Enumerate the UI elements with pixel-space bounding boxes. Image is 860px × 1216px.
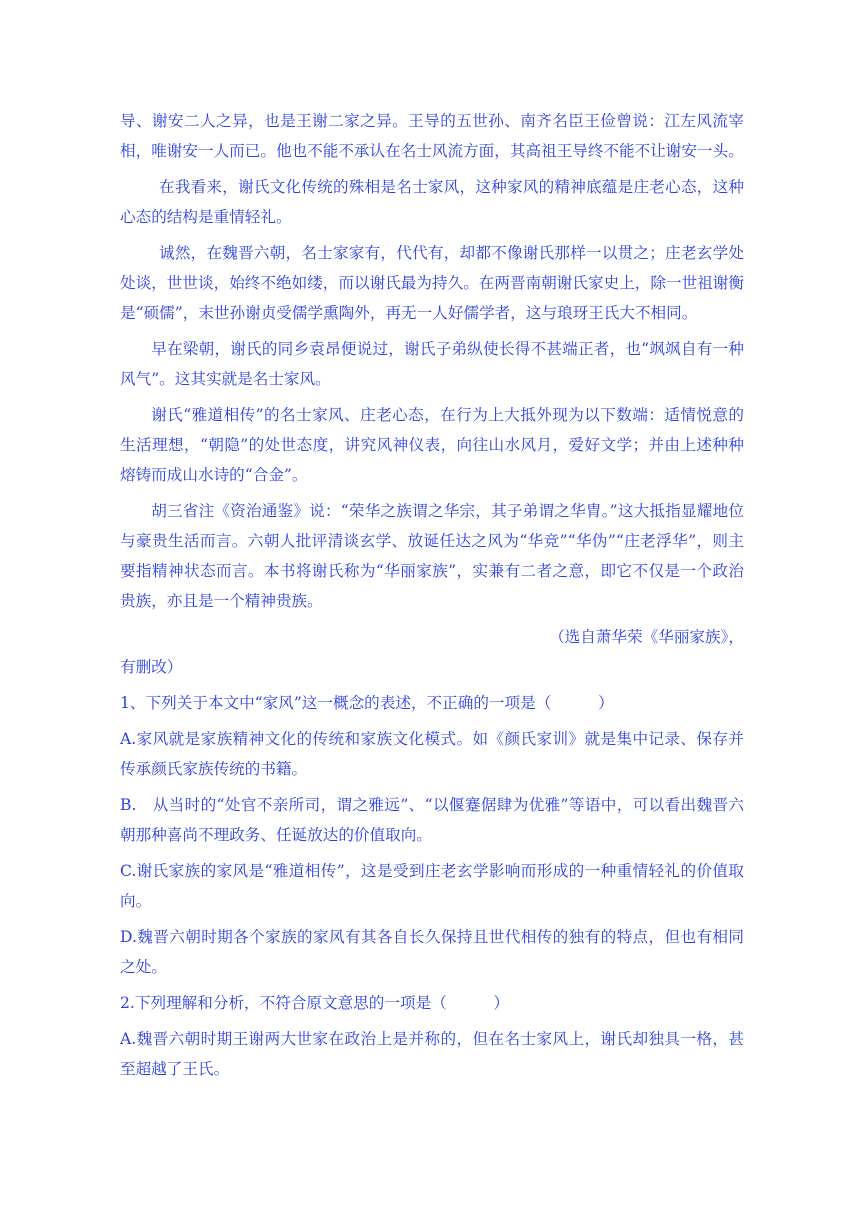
question-1-option-d: D.魏晋六朝时期各个家族的家风有其各自长久保持且世代相传的独有的特点，但也有相同之处。 bbox=[120, 928, 744, 976]
question-1-option-c: C.谢氏家族的家风是“雅道相传”，这是受到庄老玄学影响而形成的一种重情轻礼的价值取向。 bbox=[120, 862, 744, 910]
question-1-option-a: A.家风就是家族精神文化的传统和家族文化模式。如《颜氏家训》就是集中记录、保存并传承颜氏家族传统的书籍。 bbox=[120, 730, 744, 778]
question-2-option-a: A.魏晋六朝时期王谢两大世家在政治上是并称的，但在名士家风上，谢氏却独具一格，甚至超越了王氏。 bbox=[120, 1030, 744, 1078]
question-2-title: 2.下列理解和分析，不符合原文意思的一项是（ ） bbox=[120, 994, 510, 1012]
question-2 bbox=[120, 988, 744, 1084]
article-paragraph-4: 早在梁朝，谢氏的同乡袁昂便说过，谢氏子弟纵使长得不甚端正者，也“飒飒自有一种风气”。这其实就是名士家风。 bbox=[120, 340, 744, 388]
article-paragraph-2: 在我看来，谢氏文化传统的殊相是名士家风，这种家风的精神底蕴是庄老心态，这种心态的结构是重情轻礼。 bbox=[120, 178, 744, 226]
article-paragraph-5: 谢氏“雅道相传”的名士家风、庄老心态，在行为上大抵外现为以下数端：适情悦意的生活理想，“朝隐”的处世态度，讲究风神仪表，向往山水风月，爱好文学；并由上述种种熔铸而成山水诗的“合金”。 bbox=[120, 406, 744, 484]
article-paragraph-1: 导、谢安二人之异，也是王谢二家之异。王导的五世孙、南齐名臣王俭曾说：江左风流宰相，唯谢安一人而已。他也不能不承认在名士风流方面，其高祖王导终不能不让谢安一头。 bbox=[120, 112, 744, 160]
article-paragraph-6: 胡三省注《资治通鉴》说：“荣华之族谓之华宗，其子弟谓之华胄。”这大抵指显耀地位与豪贵生活而言。六朝人批评清谈玄学、放诞任达之风为“华竞”“华伪”“庄老浮华”，则主要指精神状态而言。本书将谢氏称为“华丽家族”，实兼有二者之意，即它不仅是一个政治贵族，亦且是一个精神贵族。 bbox=[120, 502, 744, 610]
article-paragraph-3: 诚然，在魏晋六朝，名士家家有，代代有，却都不像谢氏那样一以贯之；庄老玄学处处谈，世世谈，始终不绝如缕，而以谢氏最为持久。在两晋南朝谢氏家史上，除一世祖谢衡是“硕儒”，末世孙谢贞受儒学熏陶外，再无一人好儒学者，这与琅玡王氏大不相同。 bbox=[120, 244, 744, 322]
source-citation-tail: 有删改） bbox=[120, 658, 183, 676]
question-1-option-b: B. 从当时的“处官不亲所司，谓之雅远”、“以偃蹇倨肆为优雅”等语中，可以看出魏晋六朝那种喜尚不理政务、任诞放达的价值取向。 bbox=[120, 796, 744, 844]
question-1 bbox=[120, 688, 744, 982]
question-1-title: 1、下列关于本文中“家风”这一概念的表述，不正确的一项是（ ） bbox=[120, 694, 614, 712]
document-page bbox=[120, 106, 744, 1090]
source-citation: （选自萧华荣《华丽家族》， bbox=[549, 628, 744, 646]
